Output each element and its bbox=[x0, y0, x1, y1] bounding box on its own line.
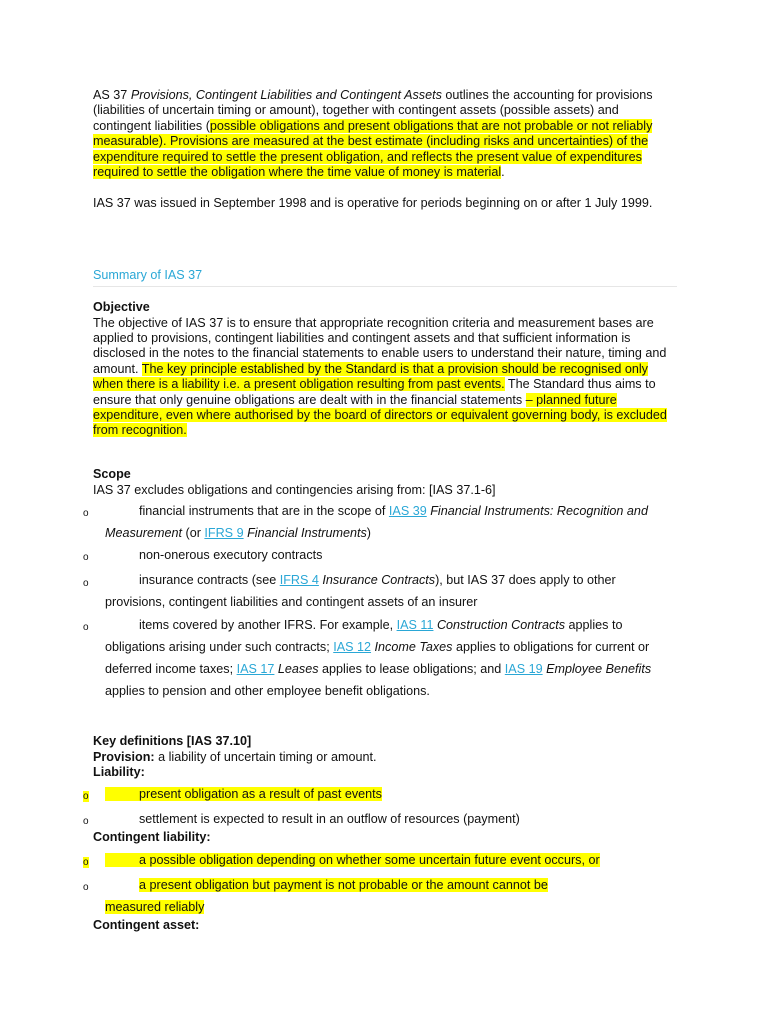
bullet-icon: o bbox=[83, 882, 89, 893]
intro-paragraph: AS 37 Provisions, Contingent Liabilities and Contingent Assets outlines the accounting for provisions (liabilities of uncertain timing or amount), together with contingent assets (possible assets) and contingent liabilities (possible obligations and present obligations that are not probable or not reliably measurable). Provisions are measured at the best estimate (including risks and uncertainties) of the expenditure required to settle the present obligation, and reflects the present value of expenditures required to settle the obligation where the time value of money is material. bbox=[93, 88, 653, 180]
ifrs-9-link[interactable]: IFRS 9 bbox=[204, 526, 244, 540]
list-item: insurance contracts (see IFRS 4 Insurance Contracts), but IAS 37 does apply to other provisions, contingent liabilities and contingent assets of an insurer bbox=[105, 573, 616, 609]
bullet-icon: o bbox=[83, 552, 89, 563]
ifrs-4-link[interactable]: IFRS 4 bbox=[279, 573, 319, 587]
issue-date-paragraph: IAS 37 was issued in September 1998 and is operative for periods beginning on or after 1 July 1999. bbox=[93, 196, 653, 210]
list-item: a present obligation but payment is not probable or the amount cannot be measured reliably bbox=[105, 878, 548, 914]
highlighted-text: The key principle established by the Standard is that a provision should be recognised only when there is a liability i.e. a present obligation resulting from past events. bbox=[93, 361, 648, 392]
divider bbox=[93, 286, 677, 287]
list-item: a possible obligation depending on whether some uncertain future event occurs, or bbox=[105, 849, 665, 871]
ias-19-link[interactable]: IAS 19 bbox=[504, 662, 543, 676]
contingent-liability-label: Contingent liability: bbox=[93, 830, 211, 844]
list-item: items covered by another IFRS. For example, IAS 11 Construction Contracts applies to obligations arising under such contracts; IAS 12 Income Taxes applies to obligations for current or deferred income taxes; IAS 17 Leases applies to lease obligations; and IAS 19 Employee Benefits applies to pension and other employee benefit obligations. bbox=[105, 618, 652, 698]
definitions-heading: Key definitions [IAS 37.10] bbox=[93, 734, 252, 748]
ias-39-link[interactable]: IAS 39 bbox=[388, 504, 427, 518]
highlighted-text: – planned future expenditure, even where authorised by the board of directors or equivalent governing body, is excluded from recognition. bbox=[93, 392, 667, 438]
objective-heading: Objective bbox=[93, 300, 150, 314]
list-item: non-onerous executory contracts bbox=[139, 548, 323, 562]
provision-definition: Provision: a liability of uncertain timing or amount. bbox=[93, 749, 377, 764]
ias-11-link[interactable]: IAS 11 bbox=[396, 618, 434, 632]
bullet-icon: o bbox=[83, 857, 89, 868]
bullet-icon: o bbox=[83, 816, 89, 827]
ias-17-link[interactable]: IAS 17 bbox=[236, 662, 275, 676]
standard-title: Provisions, Contingent Liabilities and Contingent Assets bbox=[130, 88, 442, 102]
list-item: present obligation as a result of past events bbox=[105, 783, 665, 805]
objective-paragraph: The objective of IAS 37 is to ensure that appropriate recognition criteria and measurement bases are applied to provisions, contingent liabilities and contingent assets and that sufficient information is disclosed in the notes to the financial statements to enable users to understand their nature, timing and amount. The key principle established by the Standard is that a provision should be recognised only when there is a liability i.e. a present obligation resulting from past events. The Standard thus aims to ensure that only genuine obligations are dealt with in the financial statements – planned future expenditure, even where authorised by the board of directors or equivalent governing body, is excluded from recognition. bbox=[93, 315, 667, 438]
list-item: financial instruments that are in the scope of IAS 39 Financial Instruments: Recognition and Measurement (or IFRS 9 Financial Instruments) bbox=[105, 504, 648, 540]
ias-12-link[interactable]: IAS 12 bbox=[333, 640, 372, 654]
scope-intro: IAS 37 excludes obligations and contingencies arising from: [IAS 37.1-6] bbox=[93, 482, 496, 497]
liability-label: Liability: bbox=[93, 765, 145, 779]
highlighted-text: possible obligations and present obligations that are not probable or not reliably measurable). Provisions are measured at the best estimate (including risks and uncertainties) of the expenditure required to settle the present obligation, and reflects the present value of expenditures required to settle the obligation where the time value of money is material bbox=[93, 118, 653, 180]
summary-heading: Summary of IAS 37 bbox=[93, 268, 203, 282]
list-item: settlement is expected to result in an outflow of resources (payment) bbox=[139, 812, 520, 826]
bullet-icon: o bbox=[83, 791, 89, 802]
scope-heading: Scope bbox=[93, 467, 131, 481]
bullet-icon: o bbox=[83, 578, 89, 589]
bullet-icon: o bbox=[83, 622, 89, 633]
contingent-asset-label: Contingent asset: bbox=[93, 918, 200, 932]
bullet-icon: o bbox=[83, 508, 89, 519]
